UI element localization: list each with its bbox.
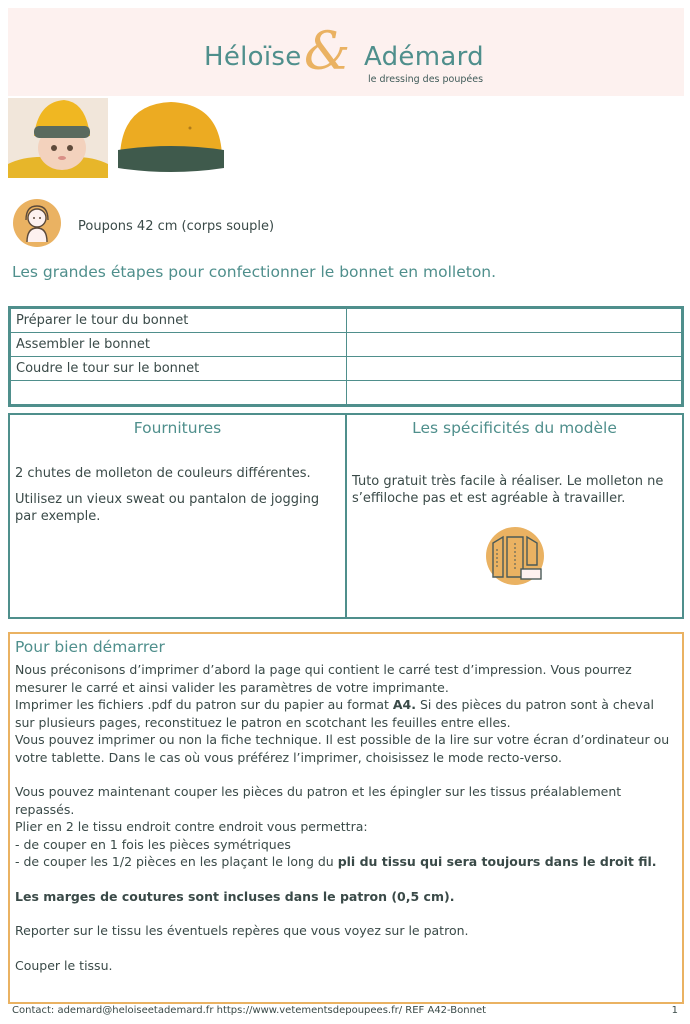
logo-name-left: Héloïse — [204, 42, 302, 72]
table-row — [11, 381, 682, 405]
doll-icon — [12, 198, 62, 248]
paragraph-fold-fabric: Plier en 2 le tissu endroit contre endroit vous permettra: — [15, 819, 368, 834]
logo-ampersand: & — [304, 22, 351, 82]
paragraph-cut-pattern: Vous pouvez maintenant couper les pièces du patron et les épingler sur les tissus préalablement repassés. — [15, 784, 622, 817]
step-notes-cell — [347, 357, 682, 381]
list-item: - de couper les 1/2 pièces en les plaçant le long du pli du tissu qui sera toujours dans le droit fil. — [15, 854, 657, 869]
paragraph-cut-fabric: Couper le tissu. — [15, 957, 113, 973]
step-notes-cell — [347, 381, 682, 405]
photo-fleece-hat — [112, 98, 230, 178]
step-notes-cell — [347, 333, 682, 357]
specifics-title: Les spécificités du modèle — [412, 419, 617, 437]
step-cell: Préparer le tour du bonnet — [11, 309, 347, 333]
supplies-line-2: Utilisez un vieux sweat ou pantalon de jogging par exemple. — [15, 492, 320, 524]
logo-tagline: le dressing des poupées — [368, 74, 484, 85]
supplies-title: Fournitures — [133, 419, 222, 437]
paragraph-seam-allowance: Les marges de coutures sont incluses dans le patron (0,5 cm). — [15, 888, 455, 904]
paragraph-print-test: Nous préconisons d’imprimer d’abord la page qui contient le carré test d’impression. Vous pourrez mesurer le carré et ainsi valider les paramètres de votre imprimante. — [15, 662, 632, 695]
step-cell: Assembler le bonnet — [11, 333, 347, 357]
step-cell — [11, 381, 347, 405]
paragraph-marks: Reporter sur le tissu les éventuels repères que vous voyez sur le patron. — [15, 923, 469, 938]
doll-size-label: Poupons 42 cm (corps souple) — [78, 219, 275, 234]
table-row — [11, 309, 682, 333]
steps-title: Les grandes étapes pour confectionner le bonnet en molleton. — [12, 263, 497, 281]
getting-started-title: Pour bien démarrer — [15, 638, 165, 656]
step-notes-cell — [347, 309, 682, 333]
step-cell: Coudre le tour sur le bonnet — [11, 357, 347, 381]
page-number: 1 — [671, 1005, 678, 1016]
header-banner — [8, 8, 684, 96]
specifics-text: Tuto gratuit très facile à réaliser. Le molleton ne s’effiloche pas et est agréable à travailler. — [352, 474, 664, 506]
photo-doll-wearing-hat — [8, 98, 108, 178]
supplies-line-1: 2 chutes de molleton de couleurs différentes. — [15, 466, 311, 481]
footer-contact: Contact: ademard@heloiseetademard.fr https://www.vetementsdepoupees.fr/ REF A42-Bonnet — [12, 1005, 487, 1016]
getting-started-box — [8, 632, 684, 1004]
supplies-box — [10, 415, 345, 617]
paragraph-technical-sheet: Vous pouvez imprimer ou non la fiche technique. Il est possible de la lire sur votre écran d’ordinateur ou votre tablette. Dans le cas où vous préférez l’imprimer, choisissez le mode recto-verso. — [15, 732, 670, 765]
garment-pattern-icon — [485, 525, 545, 587]
table-row — [11, 357, 682, 381]
steps-table — [8, 306, 684, 407]
table-row — [11, 333, 682, 357]
info-boxes — [8, 413, 684, 619]
list-item: - de couper en 1 fois les pièces symétriques — [15, 836, 291, 852]
paragraph-print-files: Imprimer les fichiers .pdf du patron sur du papier au format A4. Si des pièces du patron sont à cheval sur plusieurs pages, reconstituez le patron en scotchant les feuilles entre elles. — [15, 697, 654, 730]
logo-name-right: Adémard — [364, 42, 484, 72]
specifics-box — [345, 415, 682, 617]
